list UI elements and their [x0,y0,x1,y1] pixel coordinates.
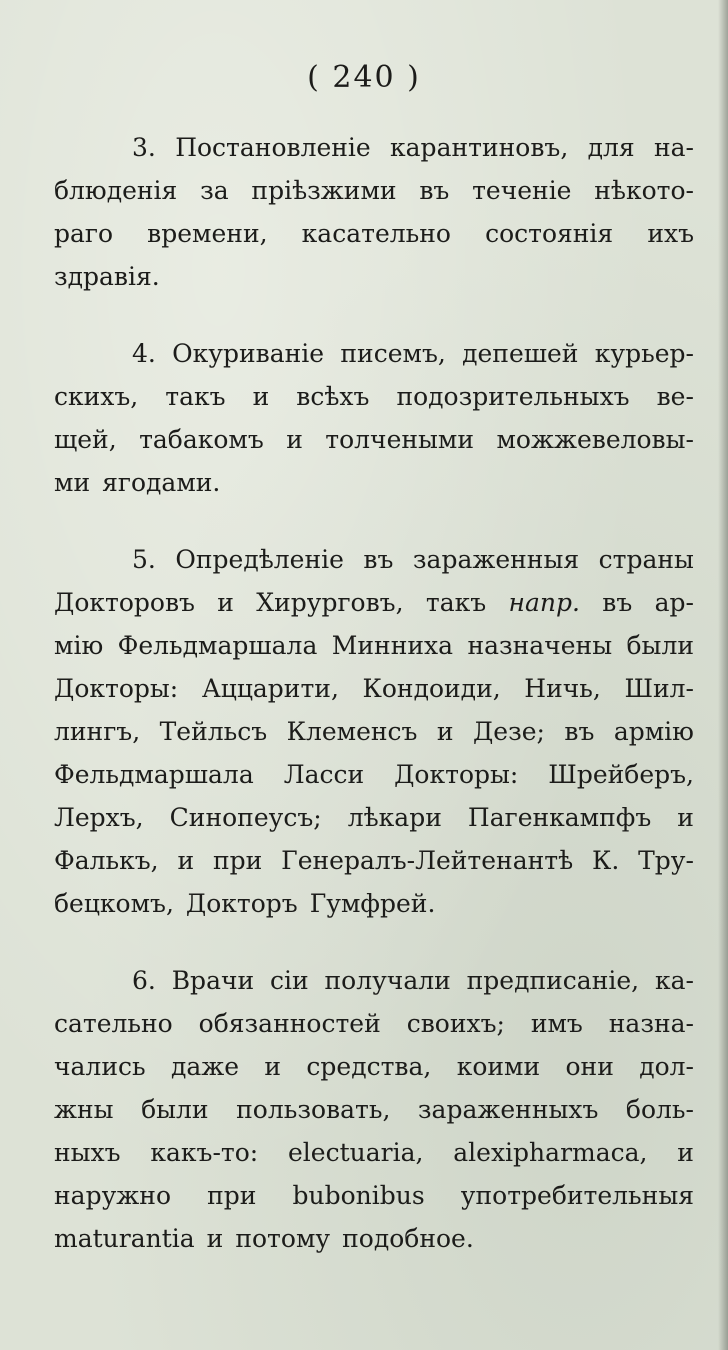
word: были [141,1095,209,1124]
paragraph [54,959,694,1260]
text-line [54,461,694,504]
word: лингъ, [54,717,141,746]
word: и [677,803,694,832]
word: сіи [270,966,309,995]
word: К. [592,846,620,875]
text-line [54,959,694,1002]
word: въ [602,588,633,617]
word: Синопеусъ; [169,803,322,832]
word: щей, [54,425,117,454]
word: Генералъ-Лейтенантѣ [281,846,574,875]
text-line [54,418,694,461]
text-line [54,1002,694,1045]
word: Аццарити, [201,674,339,703]
word: табакомъ [139,425,264,454]
text-line [54,796,694,839]
word: ве- [656,382,694,411]
word: имъ [530,1009,583,1038]
word: даже [170,1052,240,1081]
word: и [177,846,195,875]
word: такъ [165,382,226,411]
word: Фельдмаршала [54,760,254,789]
word: потому [235,1224,331,1253]
word: Ласси [283,760,365,789]
word: и [264,1052,282,1081]
word: Гумфрей. [309,889,436,918]
word: и [217,588,234,617]
word: дол- [639,1052,694,1081]
word: напр. [508,588,580,617]
word: Шил- [624,674,694,703]
word: предписаніе, [466,966,640,995]
text-line [54,753,694,796]
word: Докторы: [394,760,519,789]
page-number: ( 240 ) [307,60,421,95]
word: депешей [462,339,579,368]
word: времени, [147,219,268,248]
word: обязанностей [198,1009,381,1038]
page-edge-shadow [718,0,728,1350]
word: своихъ; [406,1009,505,1038]
word: ихъ [647,219,694,248]
word: 3. [132,133,156,162]
word: писемъ, [340,339,446,368]
text-line [54,839,694,882]
text-line [54,710,694,753]
text-line [54,624,694,667]
text-line [54,581,694,624]
word: Фалькъ, [54,846,159,875]
word: для [587,133,635,162]
word: Шрейберъ, [548,760,694,789]
word: они [565,1052,614,1081]
text-line [54,255,694,298]
word: при [207,1181,257,1210]
text-line [54,126,694,169]
word: ми [54,468,91,497]
text-line [54,1045,694,1088]
word: alexipharmaca, [453,1138,648,1167]
word: боль- [625,1095,694,1124]
word: получали [324,966,451,995]
word: и [436,717,454,746]
word: ныхъ [54,1138,121,1167]
word: maturantia [54,1224,195,1253]
word: Докторъ [185,889,298,918]
paragraph [54,332,694,504]
word: касательно [301,219,451,248]
word: bubonibus [292,1181,425,1210]
text-line [54,1174,694,1217]
text-line [54,1131,694,1174]
word: въ [419,176,450,205]
word: зараженныхъ [417,1095,599,1124]
word: толчеными [325,425,475,454]
word: сательно [54,1009,173,1038]
word: пользовать, [236,1095,391,1124]
word: подобное. [342,1224,474,1253]
word: и [206,1224,224,1253]
word: зараженныя [412,545,580,574]
word: ка- [654,966,694,995]
word: пріѣзжими [251,176,397,205]
word: наружно [54,1181,171,1210]
word: при [212,846,263,875]
word: средства, [306,1052,432,1081]
paragraph [54,538,694,925]
text-line [54,169,694,212]
text-line [54,1217,694,1260]
word: на- [653,133,694,162]
word: скихъ, [54,382,139,411]
word: 4. [132,339,156,368]
word: теченіе [472,176,572,205]
word: Кондоиди, [362,674,501,703]
word: въ [363,545,394,574]
text-line [54,375,694,418]
text-line [54,882,694,925]
word: Дезе; [472,717,545,746]
word: были [626,631,694,660]
word: 6. [132,966,156,995]
word: блюденія [54,176,178,205]
word: ягодами. [102,468,221,497]
word: состоянія [485,219,614,248]
word: такъ [425,588,487,617]
word: Хирурговъ, [256,588,404,617]
word: мію [54,631,104,660]
word: назна- [608,1009,694,1038]
word: и [286,425,303,454]
word: употребительныя [460,1181,694,1210]
word: и [252,382,270,411]
word: Окуриваніе [172,339,325,368]
page-text [54,126,694,1294]
word: Тру- [638,846,694,875]
word: армію [613,717,694,746]
word: назначены [467,631,613,660]
word: можжевеловы- [496,425,694,454]
word: страны [598,545,694,574]
text-line [54,1088,694,1131]
word: карантиновъ, [390,133,569,162]
word: Опредѣленіе [175,545,344,574]
word: подозрительныхъ [396,382,630,411]
word: здравія. [54,262,160,291]
word: Ничь, [524,674,601,703]
word: electuaria, [288,1138,424,1167]
text-line [54,667,694,710]
word: Клеменсъ [286,717,418,746]
word: нѣкото- [594,176,694,205]
text-line [54,538,694,581]
word: за [200,176,229,205]
word: Врачи [171,966,255,995]
word: чались [54,1052,146,1081]
word: бецкомъ, [54,889,174,918]
word: коими [456,1052,541,1081]
word: Тейльсъ [159,717,268,746]
word: раго [54,219,114,248]
word: Докторовъ [54,588,195,617]
word: 5. [132,545,156,574]
word: ар- [654,588,694,617]
word: Постановленіе [175,133,371,162]
word: Докторы: [54,674,179,703]
word: и [677,1138,694,1167]
word: Фельдмаршала [117,631,318,660]
word: всѣхъ [296,382,370,411]
word: какъ-то: [150,1138,259,1167]
word: Пагенкампфъ [467,803,652,832]
word: въ [564,717,595,746]
text-line [54,332,694,375]
word: жны [54,1095,114,1124]
text-line [54,212,694,255]
word: курьер- [594,339,694,368]
paragraph [54,126,694,298]
word: Минниха [331,631,454,660]
word: лѣкари [347,803,442,832]
word: Лерхъ, [54,803,144,832]
